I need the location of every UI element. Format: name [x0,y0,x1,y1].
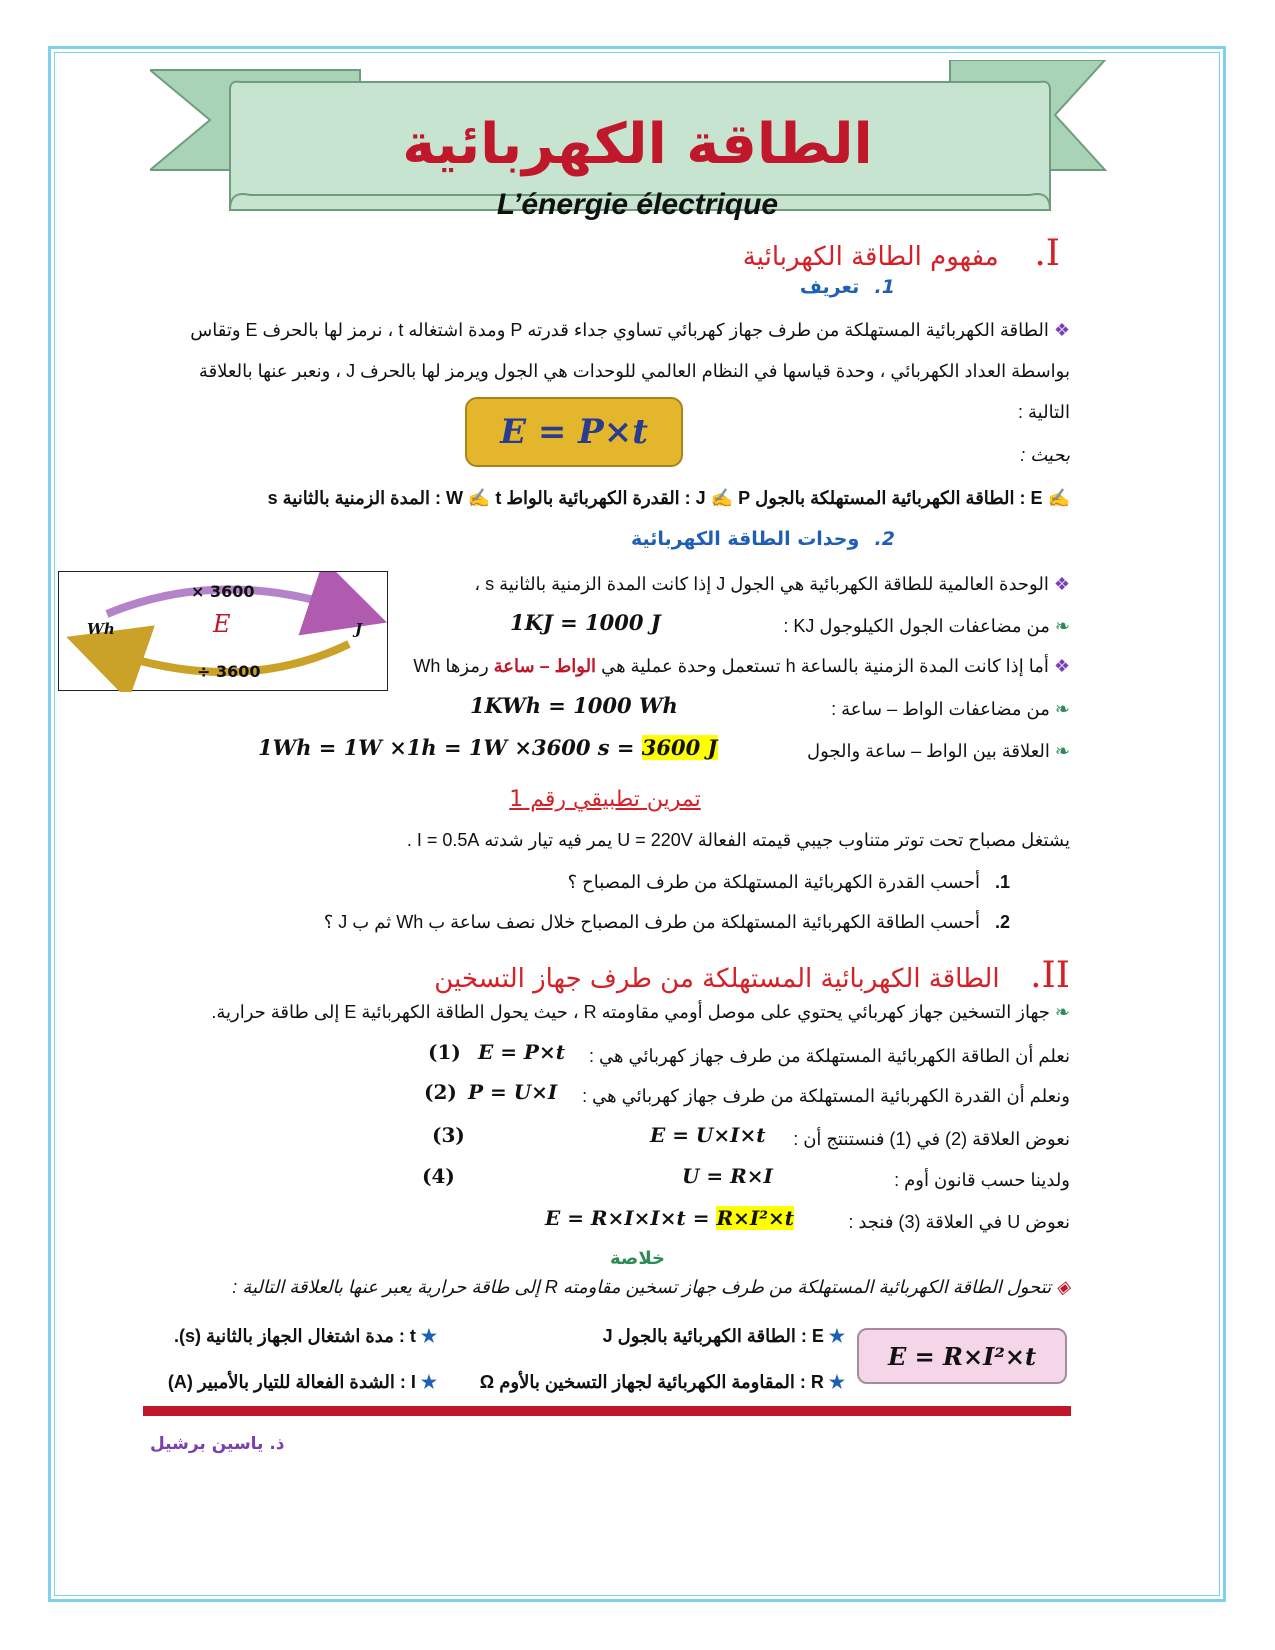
summary-item-r: ★ R : المقاومة الكهربائية لجهاز التسخين بالأوم Ω [479,1372,845,1392]
section2-heading [434,955,1070,996]
summary-title: خلاصة [610,1248,665,1269]
multiply-3600-label: × 3600 [191,582,255,601]
equation-number-4: (4) [422,1164,455,1188]
q2-number: 2. [994,912,1010,932]
divide-3600-label: ÷ 3600 [197,662,261,681]
formula-summary: E = R×I²×t [887,1341,1037,1371]
formula-kj: 1KJ = 1000 J [510,610,661,635]
conversion-diagram [58,571,388,691]
equation-number-3: (3) [432,1123,465,1147]
where-label: بحيث : [1020,445,1070,465]
exercise-intro: يشتغل مصباح تحت توتر متناوب جيبي قيمته الفعالة U = 220V يمر فيه تيار شدته I = 0.5A . [406,830,1070,850]
watt-hour-term: الواط – ساعة [493,656,597,676]
section2-intro: ❧ جهاز التسخين جهاز كهربائي يحتوي على موصل أومي مقاومته R ، حيث يحول الطاقة الكهربائية E إلى طاقة حرارية. [211,1002,1070,1022]
sub2-heading [631,528,895,550]
summary-item-e: ★ E : الطاقة الكهربائية بالجول J [602,1326,845,1346]
formula-box-summary [857,1328,1067,1384]
unit-line-3: ❖ أما إذا كانت المدة الزمنية بالساعة h تستعمل وحدة عملية هي الواط – ساعة رمزها Wh [413,656,1070,676]
derivation-line-1-text: نعلم أن الطاقة الكهربائية المستهلكة من طرف جهاز كهربائي هي : [589,1046,1070,1066]
derivation-line-2-text: ونعلم أن القدرة الكهربائية المستهلكة من طرف جهاز كهربائي هي : [582,1086,1070,1106]
summary-text: ◈ تتحول الطاقة الكهربائية المستهلكة من طرف جهاز تسخين مقاومته R إلى طاقة حرارية يعبر عنها بالعلاقة التالية : [232,1277,1070,1297]
page-title-french: L’énergie électrique [496,188,779,221]
leaf-bullet-icon: ❧ [1054,699,1070,719]
diamond-outline-icon: ◈ [1056,1277,1070,1297]
section1-heading [743,233,1060,274]
equation-number-1: (1) [428,1040,461,1064]
star-icon: ★ [828,1326,845,1346]
derivation-line-5-formula: E = R×I×I×t = R×I²×t [545,1206,794,1230]
formula-wh-joule: 1Wh = 1W ×1h = 1W ×3600 s = 3600 J [258,735,718,760]
diamond-bullet-icon: ❖ [1053,320,1070,340]
derivation-line-2-formula: P = U×I [468,1080,558,1104]
leaf-bullet-icon: ❧ [1054,741,1070,761]
sub2-number: 2. [874,528,895,550]
diamond-bullet-icon: ❖ [1053,656,1070,676]
diamond-bullet-icon: ❖ [1053,574,1070,594]
unit-line-4: ❧ من مضاعفات الواط – ساعة : [831,699,1070,719]
sub1-number: 1. [874,276,895,298]
author-signature: ذ. ياسين برشيل [150,1434,285,1454]
derivation-line-3-text: نعوض العلاقة (2) في (1) فنستنتج أن : [793,1129,1070,1149]
sub1-title: تعريف [799,276,860,298]
legend-line: ✍ E : الطاقة الكهربائية المستهلكة بالجول J ✍ P : القدرة الكهربائية بالواط W ✍ t : المدة الزمنية بالثانية s [267,488,1070,508]
definition-line-1: ❖ الطاقة الكهربائية المستهلكة من طرف جهاز كهربائي تساوي جداء قدرته P ومدة اشتغاله t ، نرمز لها بالحرف E وتقاس [190,320,1070,340]
definition-line-2: بواسطة العداد الكهربائي ، وحدة قياسها في النظام العالمي للوحدات هي الجول ويرمز لها بالحرف J ، ونعبر عنها بالعلاقة [198,361,1070,381]
derivation-line-4-formula: U = R×I [682,1164,773,1188]
unit-line-1: ❖ الوحدة العالمية للطاقة الكهربائية هي الجول J إذا كانت المدة الزمنية بالثانية s ، [474,574,1070,594]
q1-number: 1. [994,872,1010,892]
leaf-bullet-icon: ❧ [1054,1002,1070,1022]
definition-line-3: التالية : [1018,402,1070,422]
sub1-heading [800,276,895,298]
star-icon: ★ [420,1372,437,1392]
highlight-rit: R×I²×t [716,1206,794,1230]
derivation-line-5-text: نعوض U في العلاقة (3) فنجد : [848,1212,1070,1232]
star-icon: ★ [420,1326,437,1346]
derivation-line-1-formula: E = P×t [478,1040,565,1064]
section1-title: مفهوم الطاقة الكهربائية [742,242,999,272]
joule-label: J [355,620,363,638]
section2-title: الطاقة الكهربائية المستهلكة من طرف جهاز التسخين [434,964,1000,994]
unit-line-2: ❧ من مضاعفات الجول الكيلوجول KJ : [783,616,1070,636]
exercise-question-1: 1. أحسب القدرة الكهربائية المستهلكة من طرف المصباح ؟ [567,872,1010,892]
wh-label: Wh [87,620,115,638]
section2-number: II. [1030,955,1070,996]
exercise-question-2: 2. أحسب الطاقة الكهربائية المستهلكة من طرف المصباح خلال نصف ساعة ب Wh ثم ب J ؟ [323,912,1010,932]
summary-item-t: ★ t : مدة اشتغال الجهاز بالثانية (s). [173,1326,437,1346]
derivation-line-3-formula: E = U×I×t [650,1123,766,1147]
equation-number-2: (2) [424,1080,457,1104]
leaf-bullet-icon: ❧ [1054,616,1070,636]
formula-kwh: 1KWh = 1000 Wh [470,693,678,718]
summary-item-i: ★ I : الشدة الفعالة للتيار بالأمبير (A) [167,1372,437,1392]
page-title-arabic: الطاقة الكهربائية [402,112,873,177]
formula-main: E = P×t [500,412,648,452]
pencil-icon: ✍ [1047,488,1070,508]
section1-number: I. [1034,233,1060,274]
sub2-title: وحدات الطاقة الكهربائية [630,528,860,550]
energy-symbol: E [213,610,231,638]
exercise-title: تمرين تطبيقي رقم 1 [509,787,701,812]
highlight-3600j: 3600 J [641,735,718,760]
unit-line-5: ❧ العلاقة بين الواط – ساعة والجول [807,741,1070,761]
footer-divider [143,1406,1071,1416]
star-icon: ★ [828,1372,845,1392]
formula-box-main [465,397,683,467]
derivation-line-4-text: ولدينا حسب قانون أوم : [894,1170,1070,1190]
